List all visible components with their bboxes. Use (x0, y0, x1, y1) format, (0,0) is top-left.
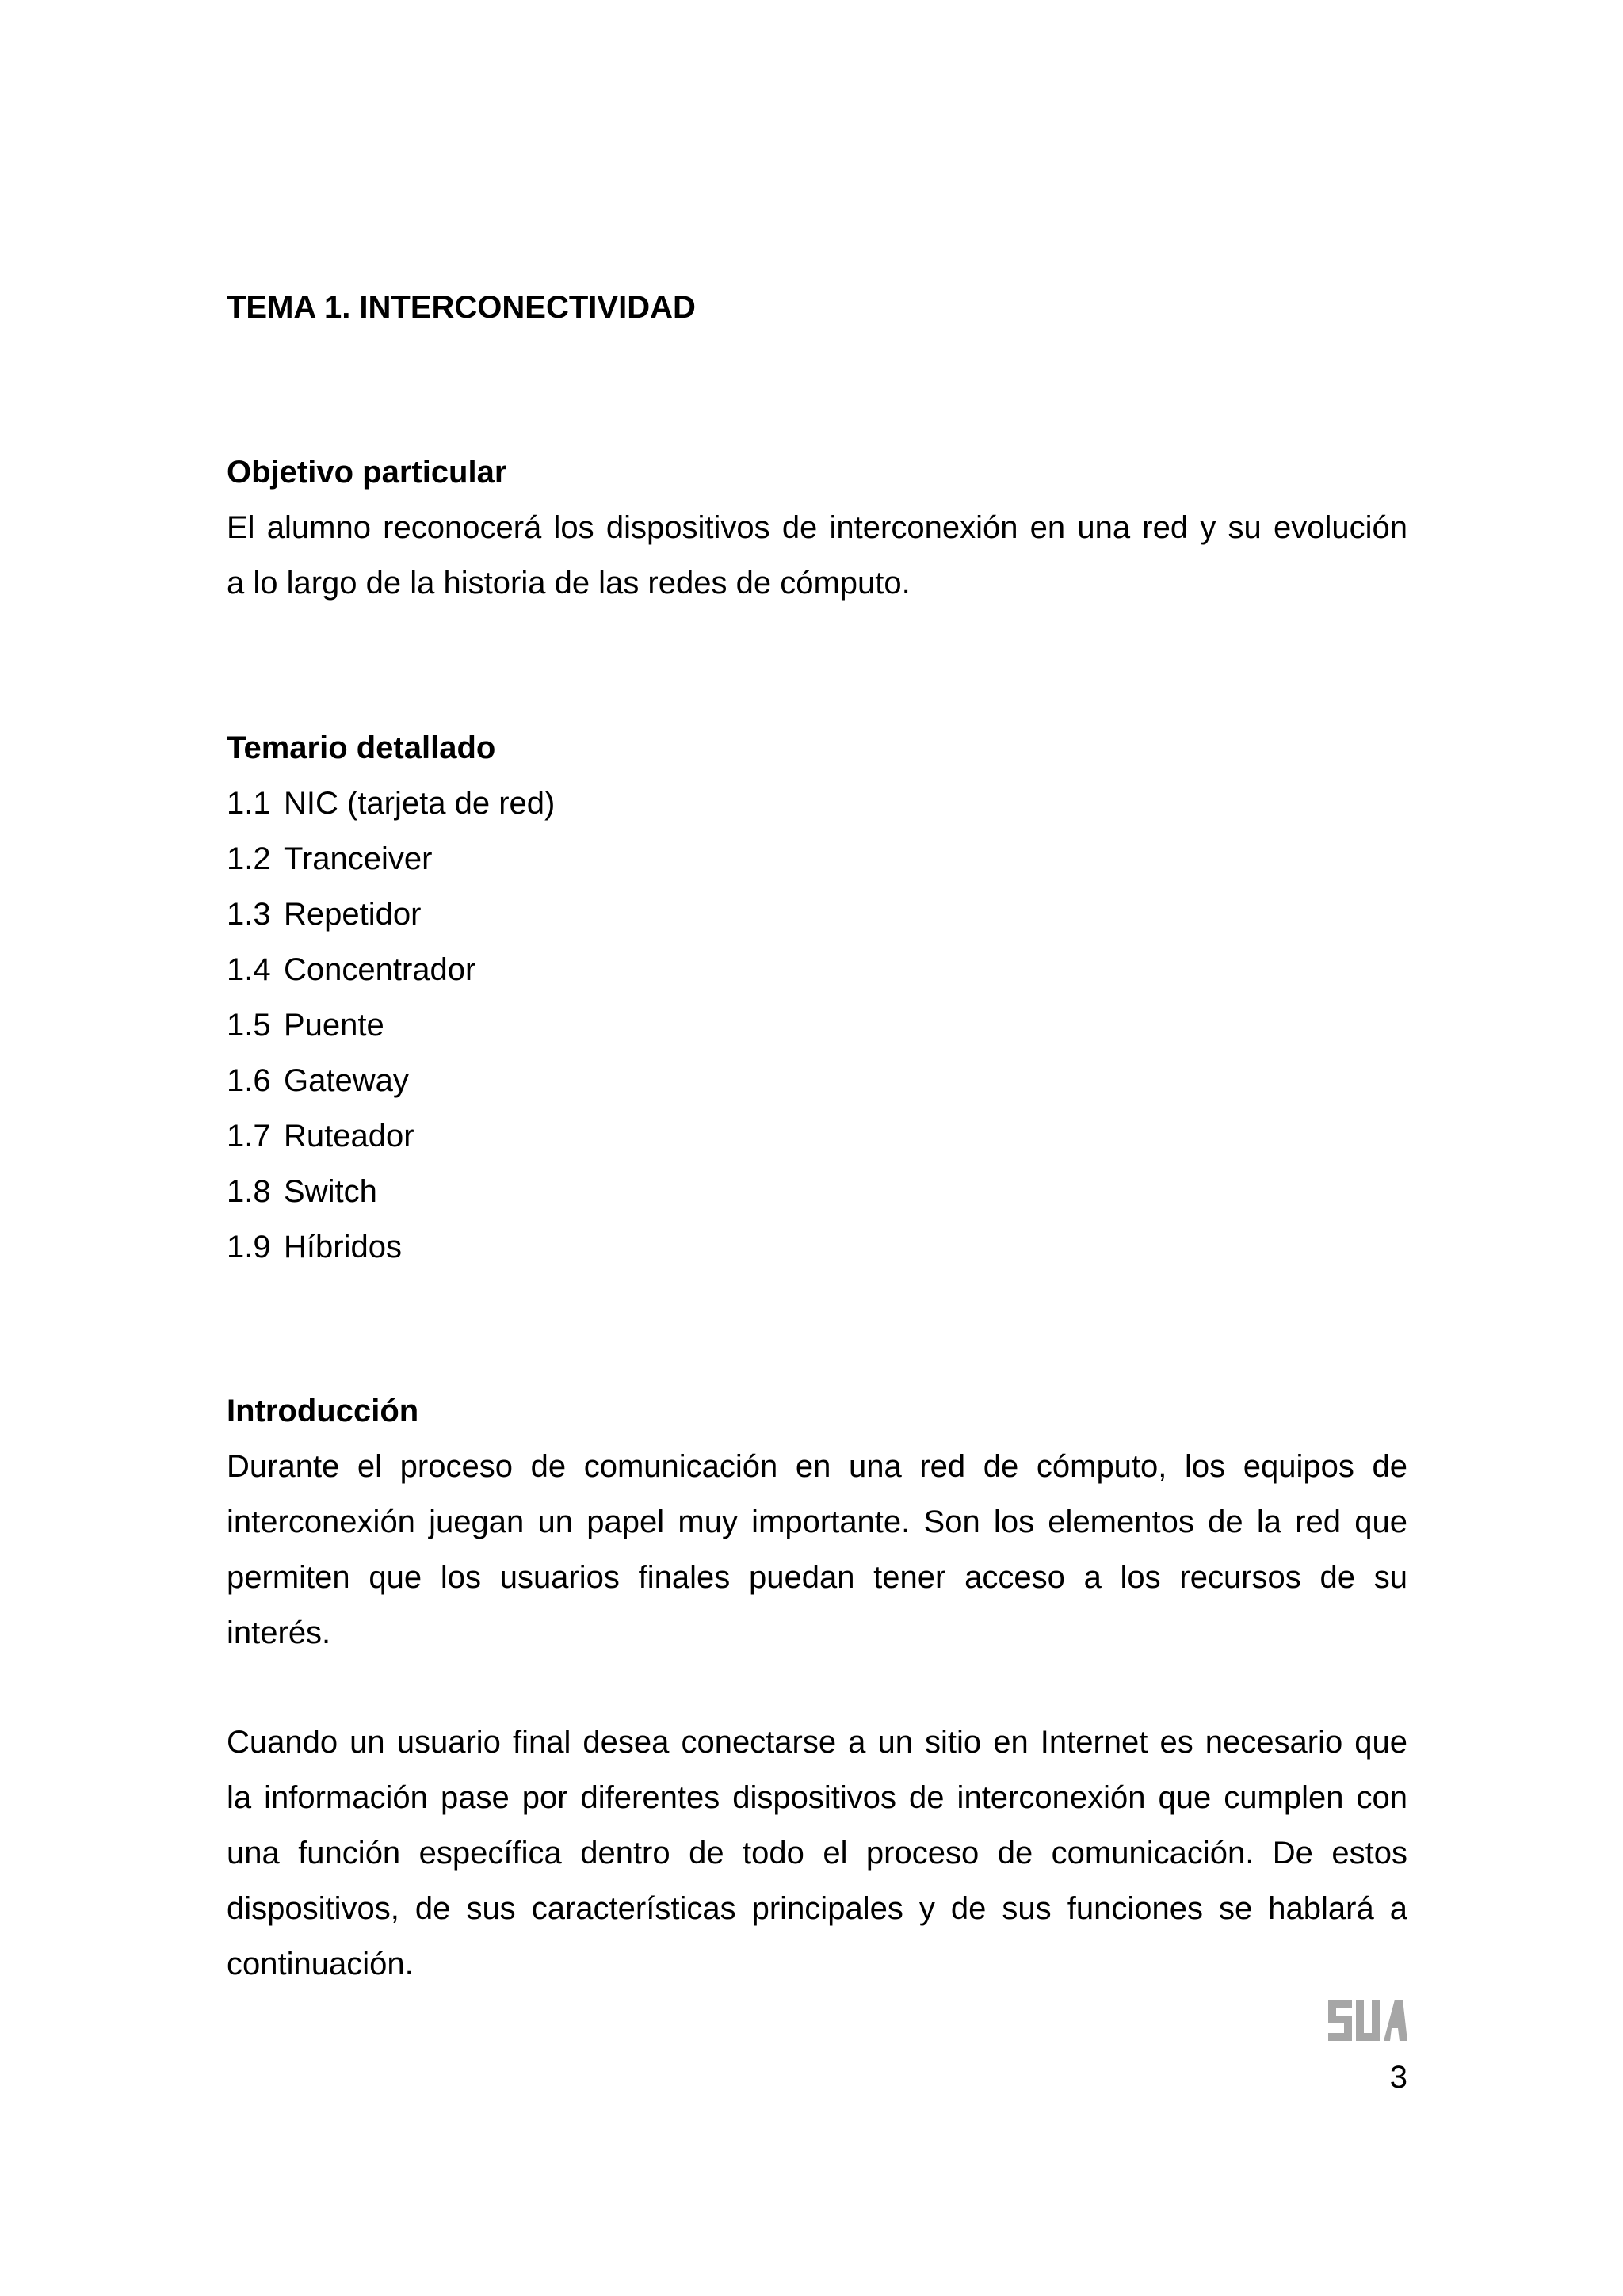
syllabus-item-number: 1.4 (227, 952, 271, 987)
syllabus-item-number: 1.9 (227, 1230, 271, 1264)
introduction-p1-line: permiten que los usuarios finales puedan tener acceso a los recursos de su (227, 1560, 1407, 1595)
syllabus-title: Temario detallado (227, 730, 496, 765)
syllabus-item (227, 1006, 384, 1044)
syllabus-item-label: Puente (284, 1008, 384, 1043)
syllabus-item (227, 1173, 377, 1211)
syllabus-item (227, 1117, 414, 1155)
syllabus-item (227, 1228, 402, 1266)
introduction-p2-line: Cuando un usuario final desea conectarse a un sitio en Internet es necesario que (227, 1725, 1407, 1760)
introduction-p2-line: continuación. (227, 1947, 414, 1981)
syllabus-item-number: 1.8 (227, 1174, 271, 1209)
objective-line: El alumno reconocerá los dispositivos de interconexión en una red y su evolución (227, 510, 1407, 545)
document-heading: TEMA 1. INTERCONECTIVIDAD (227, 290, 696, 325)
objective-title: Objetivo particular (227, 455, 507, 490)
syllabus-item-label: Tranceiver (284, 841, 433, 876)
syllabus-item (227, 784, 555, 822)
introduction-p1-line: interconexión juegan un papel muy importante. Son los elementos de la red que (227, 1505, 1407, 1539)
introduction-p1-line: interés. (227, 1615, 331, 1650)
syllabus-item-label: Ruteador (284, 1119, 414, 1154)
syllabus-item (227, 895, 421, 933)
document-page (227, 0, 1407, 2296)
syllabus-item-label: Repetidor (284, 897, 422, 932)
sua-logo (1328, 2000, 1407, 2041)
syllabus-item-number: 1.7 (227, 1119, 271, 1154)
objective-line: a lo largo de la historia de las redes de cómputo. (227, 566, 911, 601)
syllabus-item-label: Gateway (284, 1063, 409, 1098)
syllabus-item-label: Híbridos (284, 1230, 402, 1264)
syllabus-item (227, 1062, 409, 1100)
syllabus-item-label: NIC (tarjeta de red) (284, 786, 556, 821)
introduction-p2-line: una función específica dentro de todo el proceso de comunicación. De estos (227, 1836, 1407, 1871)
syllabus-item-label: Switch (284, 1174, 377, 1209)
introduction-p2-line: dispositivos, de sus características principales y de sus funciones se hablará a (227, 1891, 1407, 1926)
syllabus-item (227, 840, 432, 878)
introduction-p1-line: Durante el proceso de comunicación en una red de cómputo, los equipos de (227, 1449, 1407, 1484)
page-number: 3 (1389, 2060, 1407, 2095)
syllabus-item-number: 1.5 (227, 1008, 271, 1043)
introduction-title: Introducción (227, 1394, 419, 1428)
syllabus-item-number: 1.2 (227, 841, 271, 876)
syllabus-item-number: 1.6 (227, 1063, 271, 1098)
syllabus-item-number: 1.1 (227, 786, 271, 821)
introduction-p2-line: la información pase por diferentes dispositivos de interconexión que cumplen con (227, 1780, 1407, 1815)
syllabus-item (227, 951, 475, 989)
syllabus-item-label: Concentrador (284, 952, 476, 987)
syllabus-item-number: 1.3 (227, 897, 271, 932)
